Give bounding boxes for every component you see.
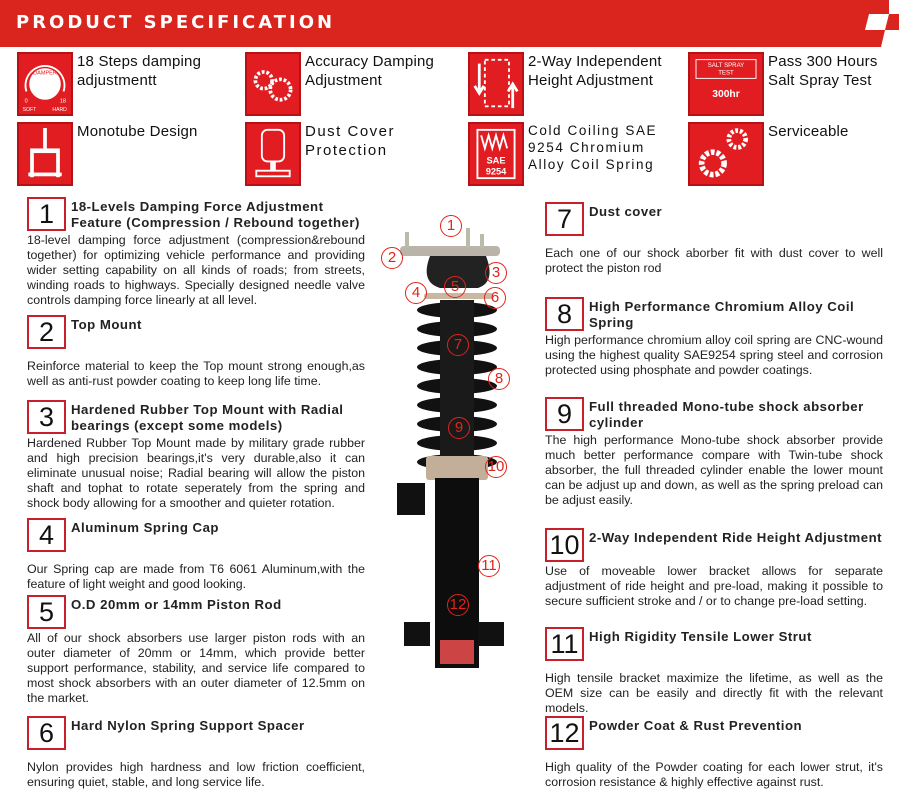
damper-dial-icon <box>17 52 73 116</box>
svg-text:SAE: SAE <box>486 155 506 166</box>
section-title: Powder Coat & Rust Prevention <box>589 718 803 733</box>
dust-cover-icon <box>245 122 301 186</box>
section-text: Nylon provides high hardness and low friction coefficient, ensuring quiet, stable, and long service life. <box>27 760 365 789</box>
feature-accuracy-damping <box>245 52 445 116</box>
callout-marker-12: 12 <box>447 594 469 616</box>
spec-section-4 <box>27 518 365 592</box>
section-number: 2 <box>27 315 66 349</box>
callout-marker-10: 10 <box>485 456 507 478</box>
feature-label: Monotube Design <box>77 123 198 140</box>
feature-monotube <box>17 122 207 186</box>
section-number: 9 <box>545 397 584 431</box>
feature-label: 2-Way Independent Height Adjustment <box>528 53 662 89</box>
section-text: Each one of our shock aborber fit with dust cover to well protect the piston rod <box>545 246 883 275</box>
salt-spray-icon <box>688 52 764 116</box>
section-number: 7 <box>545 202 584 236</box>
section-number: 8 <box>545 297 584 331</box>
section-text: Our Spring cap are made from T6 6061 Aluminum,with the feature of light weight and good looking. <box>27 562 365 591</box>
feature-label: Accuracy Damping Adjustment <box>305 53 435 89</box>
section-title: Full threaded Mono-tube shock absorber cylinder <box>589 399 864 430</box>
monotube-icon <box>17 122 73 186</box>
callout-marker-1: 1 <box>440 215 462 237</box>
section-title: O.D 20mm or 14mm Piston Rod <box>71 597 282 612</box>
section-number: 11 <box>545 627 584 661</box>
section-title: Dust cover <box>589 204 663 219</box>
svg-text:300hr: 300hr <box>712 89 740 101</box>
section-number: 1 <box>27 197 66 231</box>
page-title: PRODUCT SPECIFICATION <box>16 12 336 33</box>
coil-spring-icon <box>468 122 524 186</box>
section-text: All of our shock absorbers use larger piston rods with an outer diameter of 20mm or 14mm, which provide better support performance, stability, and service life compared to most shock absorbers with an outer diameter of 12.5mm on the market. <box>27 631 365 705</box>
spec-section-8 <box>545 297 883 378</box>
section-title: 2-Way Independent Ride Height Adjustment <box>589 530 883 545</box>
section-text: The high performance Mono-tube shock absorber provide much better performance compare with Twin-tube shock absorber, the full threaded cylinder enable the lower mount can be adjust up and down, as well as the spring preload can be adjust easily. <box>545 433 883 507</box>
svg-text:18: 18 <box>59 98 67 105</box>
callout-marker-5: 5 <box>444 276 466 298</box>
spec-section-9 <box>545 397 883 508</box>
svg-text:DAMPER: DAMPER <box>33 70 57 77</box>
feature-serviceable <box>688 122 898 186</box>
feature-damping-steps <box>17 52 207 116</box>
spec-section-12 <box>545 716 883 790</box>
callout-marker-8: 8 <box>488 368 510 390</box>
section-title: Top Mount <box>71 317 142 332</box>
header-banner <box>0 0 899 47</box>
section-text: 18-level damping force adjustment (compression&rebound together) for optimizing vehicle performance and providing wider setting capability on all kinds of roads; from streets, winding roads to highways. Specially designed needle valve controls damping force linearly at all level. <box>27 233 365 307</box>
height-adjust-icon <box>468 52 524 116</box>
feature-dust-cover <box>245 122 445 186</box>
svg-text:SOFT: SOFT <box>22 106 37 113</box>
section-title: High Performance Chromium Alloy Coil Spring <box>589 299 855 330</box>
section-title: Hard Nylon Spring Support Spacer <box>71 718 305 733</box>
feature-height-adjust <box>468 52 668 116</box>
section-title: Aluminum Spring Cap <box>71 520 219 535</box>
spec-section-6 <box>27 716 365 790</box>
gears-icon <box>245 52 301 116</box>
spec-section-2 <box>27 315 365 389</box>
section-text: High performance chromium alloy coil spring are CNC-wound using the highest quality SAE9254 spring steel and corrosion protected using phosphate and powder coatings. <box>545 333 883 377</box>
svg-text:HARD: HARD <box>52 106 67 113</box>
section-title: 18-Levels Damping Force Adjustment Feature (Compression / Rebound together) <box>71 199 360 230</box>
spec-section-3 <box>27 400 365 511</box>
callout-marker-11: 11 <box>478 555 500 577</box>
section-text: Use of moveable lower bracket allows for separate adjustment of ride height and pre-load, making it possible to secure sufficient stroke and / or to change pre-load setting. <box>545 564 883 608</box>
section-number: 3 <box>27 400 66 434</box>
feature-label: Cold Coiling SAE 9254 Chromium Alloy Coil Spring <box>528 123 658 172</box>
service-gears-icon <box>688 122 764 186</box>
svg-text:TEST: TEST <box>718 69 734 77</box>
feature-coil-spring <box>468 122 662 186</box>
section-text: High tensile bracket maximize the lifetime, as well as the OEM size can be easily and directly fit with the relevant models. <box>545 671 883 715</box>
callout-marker-3: 3 <box>485 262 507 284</box>
spec-section-1 <box>27 197 365 308</box>
section-title: High Rigidity Tensile Lower Strut <box>589 629 812 644</box>
checkered-flag-icon <box>829 0 899 47</box>
section-number: 6 <box>27 716 66 750</box>
section-text: Hardened Rubber Top Mount made by military grade rubber and high precision bearings,it's very durable,also it can eliminate unusual noise; Radial bearing will allow the piston shaft and tophat to rotate seperately from the spring and shock body allowing for a smoother and quieter rotation. <box>27 436 365 510</box>
section-text: Reinforce material to keep the Top mount strong enough,as well as anti-rust powder coating to keep long life time. <box>27 359 365 388</box>
feature-label: Serviceable <box>768 123 849 140</box>
spec-section-7 <box>545 202 883 276</box>
spec-section-11 <box>545 627 883 716</box>
spec-section-5 <box>27 595 365 706</box>
callout-marker-7: 7 <box>447 334 469 356</box>
feature-label: 18 Steps damping adjustmentt <box>77 53 202 89</box>
callout-marker-4: 4 <box>405 282 427 304</box>
section-number: 10 <box>545 528 584 562</box>
section-title: Hardened Rubber Top Mount with Radial bearings (except some models) <box>71 402 344 433</box>
svg-text:0: 0 <box>24 98 28 105</box>
section-number: 5 <box>27 595 66 629</box>
section-number: 4 <box>27 518 66 552</box>
svg-text:SALT SPRAY: SALT SPRAY <box>707 62 745 70</box>
callout-marker-6: 6 <box>484 287 506 309</box>
spec-section-10 <box>545 528 883 609</box>
section-number: 12 <box>545 716 584 750</box>
feature-label: Dust Cover Protection <box>305 123 396 159</box>
callout-marker-9: 9 <box>448 417 470 439</box>
callout-marker-2: 2 <box>381 247 403 269</box>
feature-salt-spray <box>688 52 898 116</box>
section-text: High quality of the Powder coating for each lower strut, it's corrosion resistance & highly effective against rust. <box>545 760 883 789</box>
svg-text:9254: 9254 <box>485 166 507 177</box>
feature-label: Pass 300 Hours Salt Spray Test <box>768 53 878 89</box>
